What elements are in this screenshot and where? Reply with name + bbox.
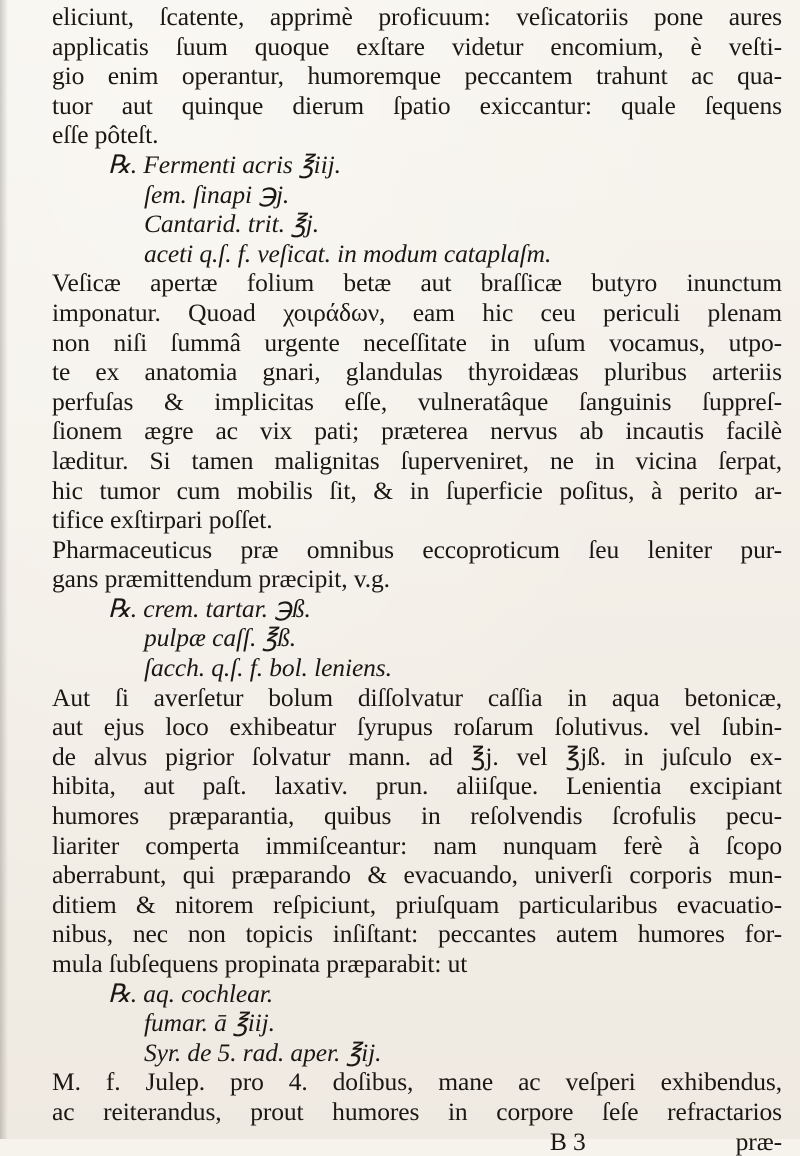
recipe-line: ſem. ſinapi ℈j.: [144, 179, 290, 209]
text-line: læditur. Si tamen malignitas ſuperveniret, ne in vicina ſerpat,: [52, 445, 782, 475]
text-line: aberrabunt, qui præparando & evacuando, univerſi corporis mun-: [52, 860, 782, 890]
text-line: tifice exſtirpari poſſet.: [52, 505, 273, 535]
recipe-line: pulpæ caſſ. ℥ß.: [144, 623, 297, 653]
text-line: humores præparantia, quibus in reſolvendis ſcrofulis pecu-: [52, 801, 782, 831]
recipe-line: Syr. de 5. rad. aper. ℥ij.: [144, 1037, 382, 1067]
text-line: ditiem & nitorem reſpiciunt, priuſquam particularibus evacuatio-: [52, 889, 782, 919]
recipe-line: ℞. aq. cochlear.: [108, 978, 274, 1008]
text-line: tuor aut quinque dierum ſpatio exiccantur: quale ſequens: [52, 90, 782, 120]
catchword: præ-: [735, 1126, 782, 1156]
text-line: perfuſas & implicitas eſſe, vulneratâque ſanguinis ſuppreſ-: [52, 386, 782, 416]
text-line: ſionem ægre ac vix pati; præterea nervus ab incautis facilè: [52, 416, 782, 446]
text-line: te ex anatomia gnari, glandulas thyroidæas pluribus arteriis: [52, 357, 782, 387]
recipe-line: ℞. crem. tartar. ℈ß.: [108, 593, 311, 623]
page-gutter-shadow: [0, 0, 8, 1139]
text-line: hic tumor cum mobilis ſit, & in ſuperficie poſitus, à perito ar-: [52, 475, 782, 505]
text-line: mula ſubſequens propinata præparabit: ut: [52, 949, 468, 978]
signature-mark: B 3: [549, 1126, 586, 1156]
text-line: aut ejus loco exhibeatur ſyrupus roſarum ſolutivus. vel ſubin-: [52, 712, 782, 742]
text-line: liariter comperta immiſceantur: nam nunquam ferè à ſcopo: [52, 830, 782, 860]
text-line: gio enim operantur, humoremque peccantem trahunt ac qua-: [52, 61, 782, 91]
text-line: non niſi ſummâ urgente neceſſitate in uſum vocamus, utpo-: [52, 327, 782, 357]
recipe-line: Cantarid. trit. ℥j.: [144, 209, 320, 239]
recipe-line: aceti q.ſ. f. veſicat. in modum cataplaſm.: [144, 238, 552, 268]
text-line: Veſicæ apertæ folium betæ aut braſſicæ butyro inunctum: [52, 268, 782, 298]
recipe-line: ſacch. q.ſ. f. bol. leniens.: [144, 653, 392, 683]
text-line: nibus, nec non topicis inſiſtant: peccantes autem humores for-: [52, 919, 782, 949]
text-line: imponatur. Quoad χοιράδων, eam hic ceu periculi plenam: [52, 297, 782, 327]
text-line: Pharmaceuticus præ omnibus eccoproticum ſeu leniter pur-: [52, 534, 782, 564]
recipe-line: ℞. Fermenti acris ℥iij.: [108, 149, 341, 179]
text-line: Aut ſi averſetur bolum diſſolvatur caſſia in aqua betonicæ,: [52, 682, 782, 712]
text-line: applicatis ſuum quoque exſtare videtur encomium, è veſti-: [52, 31, 782, 61]
text-line: hibita, aut paſt. laxativ. prun. aliiſque. Lenientia excipiant: [52, 771, 782, 801]
recipe-line: fumar. ā ℥iij.: [144, 1008, 275, 1038]
text-line: eliciunt, ſcatente, apprimè proficuum: veſicatoriis pone aures: [52, 2, 782, 31]
text-line: eſſe pôteſt.: [52, 120, 159, 150]
text-line: gans præmittendum præcipit, v.g.: [52, 564, 390, 594]
text-line: M. f. Julep. pro 4. doſibus, mane ac veſperi exhibendus,: [52, 1067, 782, 1097]
text-line: ac reiterandus, prout humores in corpore ſeſe refractarios: [52, 1096, 782, 1126]
page-footer: [52, 1127, 782, 1156]
page-text: [52, 2, 782, 1156]
text-line: de alvus pigrior ſolvatur mann. ad ℥j. vel ℥jß. in juſculo ex-: [52, 741, 782, 771]
